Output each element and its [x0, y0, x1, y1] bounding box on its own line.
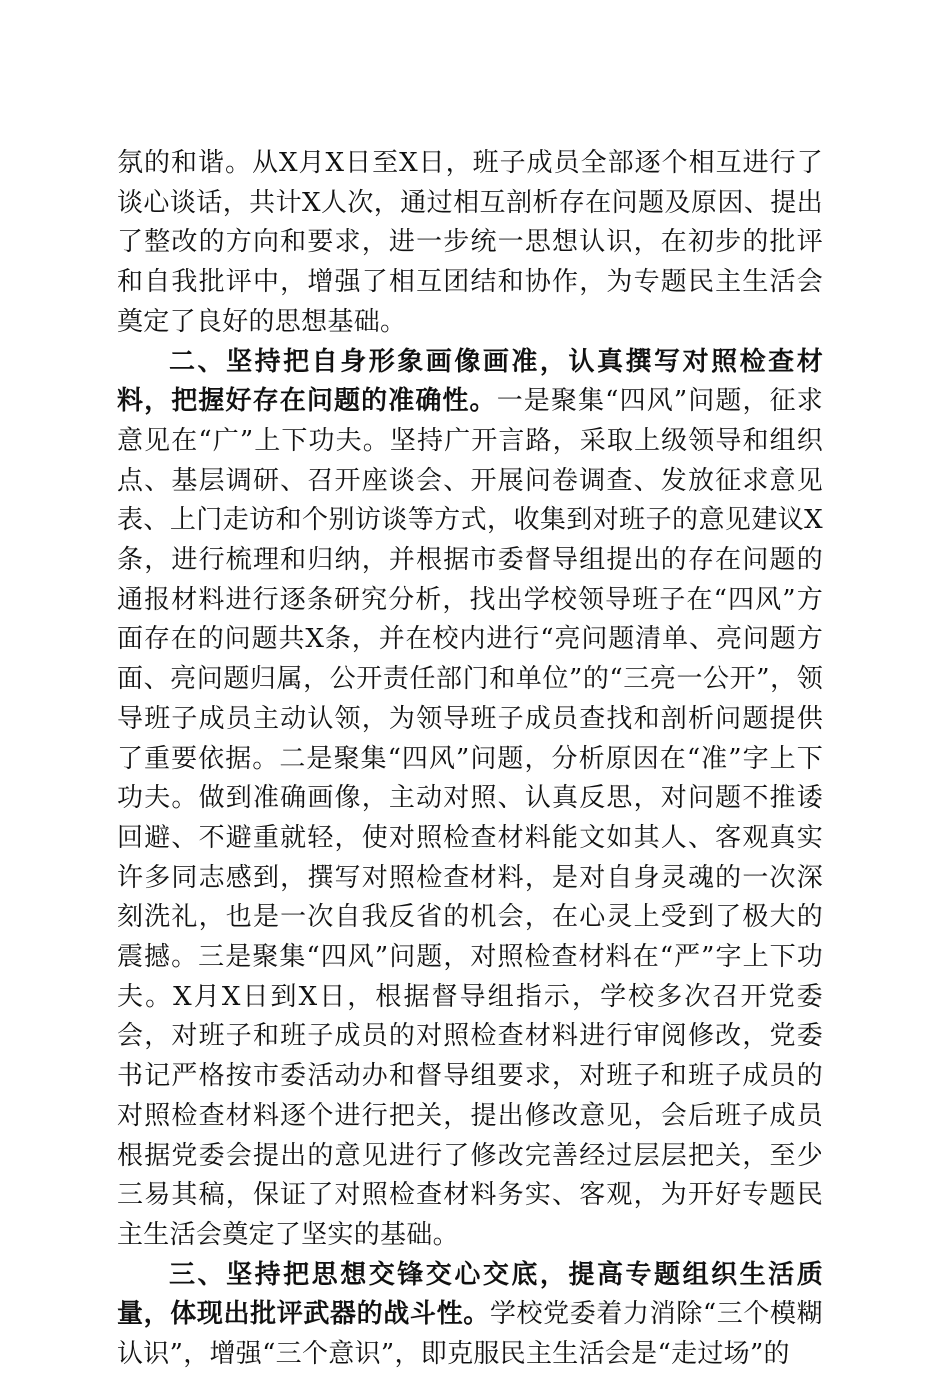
paragraph-body: 一是聚集“四风”问题，征求意见在“广”上下功夫。坚持广开言路，采取上级领导和组织点、基层调研、召开座谈会、开展问卷调查、发放征求意见表、上门走访和个别访谈等方式，收集到对班子的意见建议X条，进行梳理和归纳，并根据市委督导组提出的存在问题的通报材料进行逐条研究分析，找出学校领导班子在“四风”方面存在的问题共X条，并在校内进行“亮问题清单、亮问题方面、亮问题归属，公开责任部门和单位”的“三亮一公开”，领导班子成员主动认领，为领导班子成员查找和剖析问题提供了重要依据。二是聚集“四风”问题，分析原因在“准”字上下功夫。做到准确画像，主动对照、认真反思，对问题不推诿回避、不避重就轻，使对照检查材料能文如其人、客观真实许多同志感到，撰写对照检查材料，是对自身灵魂的一次深刻洗礼，也是一次自我反省的机会，在心灵上受到了极大的震撼。三是聚集“四风”问题，对照检查材料在“严”字上下功夫。X月X日到X日，根据督导组指示，学校多次召开党委会，对班子和班子成员的对照检查材料进行审阅修改，党委书记严格按市委活动办和督导组要求，对班子和班子成员的对照检查材料逐个进行把关，提出修改意见，会后班子成员根据党委会提出的意见进行了修改完善经过层层把关，至少三易其稿，保证了对照检查材料务实、客观，为开好专题民主生活会奠定了坚实的基础。	[117, 386, 824, 1250]
paragraph-continuation	[117, 144, 823, 343]
paragraph-section-two	[117, 343, 823, 1256]
section-heading: 二、坚持把自身形象画像画准，认真撰写对照检查材料，把握好存在问题的准确性。	[117, 346, 823, 417]
paragraph-section-three	[117, 1256, 823, 1375]
paragraph-body: 学校党委着力消除“三个模糊认识”，增强“三个意识”，即克服民主生活会是“走过场”的	[117, 1299, 823, 1370]
document-body	[117, 144, 823, 1375]
paragraph-body: 氛的和谐。从X月X日至X日，班子成员全部逐个相互进行了谈心谈话，共计X人次，通过相互剖析存在问题及原因、提出了整改的方向和要求，进一步统一思想认识，在初步的批评和自我批评中，增强了相互团结和协作，为专题民主生活会奠定了良好的思想基础。	[117, 148, 823, 337]
section-heading: 三、坚持把思想交锋交心交底，提高专题组织生活质量，体现出批评武器的战斗性。	[117, 1259, 823, 1330]
